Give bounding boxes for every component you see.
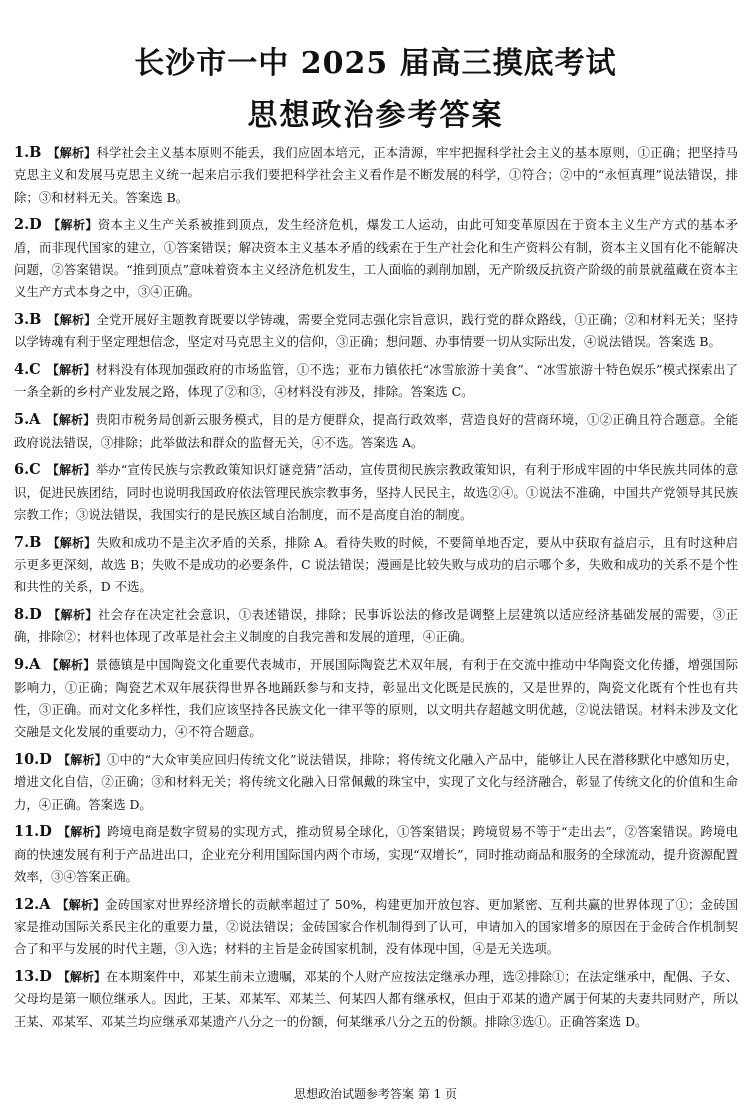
analysis-tag: 【解析】 [57, 970, 106, 985]
analysis-text: 景德镇是中国陶瓷文化重要代表城市，开展国际陶瓷艺术双年展，有利于在交流中推动中华陶瓷文化传播，增强国际影响力，①正确；陶瓷艺术双年展获得世界各地踊跃参与和支持，彰显出文化既是民族的，又是世界的，陶瓷文化既有个性也有共性，③正确。而对文化多样性，我们应该坚持各民族文化一律平等的原则，以文明共存超越文明优越，②说法错误。材料未涉及文化交融是文化发展的重要动力，④不符合题意。 [14, 657, 738, 740]
answer-letter: B [29, 311, 42, 329]
answer-item [14, 749, 738, 816]
answer-letter: B [29, 144, 42, 161]
analysis-text: 举办“宣传民族与宗教政策知识灯谜竞猜”活动，宣传贯彻民族宗教政策知识，有利于形成牢固的中华民族共同体的意识，促进民族团结，同时也说明我国政府依法管理民族宗教事务，坚持人民民主，故选②④。①说法不准确，中国共产党领导其民族宗教工作；③说法错误，我国实行的是民族区域自治制度，而不是高度自治的制度。 [14, 462, 738, 522]
answer-item [14, 532, 738, 599]
analysis-text: 材料没有体现加强政府的市场监管，①不选；亚布力镇依托“冰雪旅游十美食”、“冰雪旅游十特色娱乐”模式探索出了一条全新的乡村产业发展之路，体现了②和③，④材料没有涉及，排除。答案选 C。 [14, 362, 738, 400]
answer-item [14, 966, 738, 1033]
answer-item [14, 214, 738, 303]
analysis-text: 金砖国家对世界经济增长的贡献率超过了 50%，构建更加开放包容、更加紧密、互利共赢的世界体现了①；金砖国家是推动国际关系民主化的重要力量，②说法错误；金砖国家合作机制得到了认可，申请加入的国家增多的原因在于金砖合作机制契合了和平与发展的时代主题，③入选；材料的主旨是金砖国家机制，没有体现中国，④是无关选项。 [14, 896, 738, 957]
analysis-tag: 【解析】 [57, 825, 107, 840]
question-number: 10. [14, 750, 40, 768]
answer-item [14, 309, 738, 354]
answer-letter: C [29, 361, 41, 379]
analysis-text: 跨境电商是数字贸易的实现方式，推动贸易全球化，①答案错误；跨境贸易不等于“走出去”，②答案错误。跨境电商的快速发展有利于产品进出口，企业充分利用国际国内两个市场，实现“双增长”，同时推动商品和服务的全球流动，提升资源配置效率，③④答案正确。 [14, 824, 738, 884]
question-number: 4. [14, 361, 30, 379]
answer-list [14, 142, 738, 1038]
analysis-text: 资本主义生产关系被推到顶点，发生经济危机，爆发工人运动，由此可知变革原因在于资本主义生产方式的基本矛盾，而非现代国家的建立，①答案错误；解决资本主义基本矛盾的线索在于生产社会化和生产资料公有制，资本主义国有化不能解决问题，②答案错误。“推到顶点”意味着资本主义经济危机发生，工人面临的剥削加剧，无产阶级反抗资产阶级的前景就蕴藏在资本主义生产方式本身之中，③④正确。 [14, 217, 738, 300]
question-number: 9. [14, 656, 30, 674]
page-title: 长沙市一中 2025 届高三摸底考试 [134, 46, 617, 81]
answer-letter: D [29, 606, 42, 624]
analysis-text: 在本期案件中，邓某生前未立遗嘱，邓某的个人财产应按法定继承办理，选②排除①；在法定继承中，配偶、子女、父母均是第一顺位继承人。因此，王某、邓某军、邓某兰、何某四人都有继承权，但由于邓某的遗产属于何某的夫妻共同财产，所以王某、邓某军、邓某兰均应继承邓某遗产八分之一的份额，何某继承八分之五的份额。排除③选①。正确答案选 D。 [14, 969, 738, 1029]
question-number: 6. [14, 461, 30, 479]
answer-item [14, 459, 738, 526]
answer-item [14, 409, 738, 454]
analysis-tag: 【解析】 [47, 218, 98, 233]
analysis-tag: 【解析】 [46, 463, 96, 478]
answer-item [14, 359, 738, 404]
answer-letter: D [39, 750, 52, 768]
answer-letter: C [29, 461, 41, 479]
analysis-tag: 【解析】 [47, 535, 97, 550]
question-number: 1. [14, 144, 30, 161]
analysis-text: 贵阳市税务局创新云服务模式，目的是方便群众，提高行政效率，营造良好的营商环境，①②正确且符合题意。全能政府说法错误，③排除；此举做法和群众的监督无关，④不选。答案选 A。 [14, 412, 738, 450]
answer-letter: B [29, 533, 42, 551]
question-number: 11. [14, 823, 40, 841]
answer-letter: D [39, 823, 52, 841]
analysis-tag: 【解析】 [47, 313, 97, 328]
answer-letter: D [29, 216, 42, 234]
analysis-text: 科学社会主义基本原则不能丢，我们应固本培元，正本清源，牢牢把握科学社会主义的基本原则，①正确；把坚持马克思主义和发展马克思主义统一起来启示我们要把科学社会主义看作是不断发展的科学，①符合；②中的“永恒真理”说法错误，排除；③和材料无关。答案选 B。 [14, 145, 738, 205]
analysis-tag: 【解析】 [47, 146, 97, 160]
analysis-tag: 【解析】 [57, 752, 107, 767]
question-number: 5. [14, 411, 30, 429]
question-number: 8. [14, 606, 30, 624]
analysis-text: 全党开展好主题教育既要以学铸魂，需要全党同志强化宗旨意识，践行党的群众路线，①正确；②和材料无关；坚持以学铸魂有利于坚定理想信念，坚定对马克思主义的信仰，③正确；想问题、办事情要一切从实际出发，④说法错误。答案选 B。 [14, 312, 738, 350]
answer-item [14, 142, 738, 209]
page-subtitle: 思想政治参考答案 [247, 98, 504, 133]
analysis-tag: 【解析】 [46, 413, 96, 428]
analysis-tag: 【解析】 [47, 608, 98, 623]
question-number: 12. [14, 895, 40, 913]
analysis-tag: 【解析】 [46, 658, 96, 673]
analysis-text: 失败和成功不是主次矛盾的关系，排除 A。看待失败的时候，不要简单地否定，要从中获取有益启示，且有时这种启示更多更深刻，故选 B；失败不是成功的必要条件，C 说法错误；漫画是比较失败与成功的启示哪个多，失败和成功的关系不是个性和共性的关系，D 不选。 [14, 534, 738, 595]
answer-letter: A [39, 895, 51, 913]
answer-letter: A [29, 411, 41, 429]
answer-item [14, 821, 738, 888]
answer-letter: A [29, 656, 41, 674]
analysis-tag: 【解析】 [56, 897, 106, 912]
question-number: 2. [14, 216, 30, 234]
answer-letter: D [39, 968, 52, 986]
page-footer: 思想政治试题参考答案 第 1 页 [293, 1087, 458, 1101]
answer-item [14, 894, 738, 961]
answer-item [14, 654, 738, 743]
question-number: 13. [14, 968, 40, 986]
question-number: 3. [14, 311, 30, 329]
answer-item [14, 604, 738, 649]
analysis-text: 社会存在决定社会意识，①表述错误，排除；民事诉讼法的修改是调整上层建筑以适应经济基础发展的需要，③正确，排除②；材料也体现了改革是社会主义制度的自我完善和发展的道理，④正确。 [14, 607, 738, 645]
question-number: 7. [14, 533, 30, 551]
analysis-text: ①中的“大众审美应回归传统文化”说法错误，排除；将传统文化融入产品中，能够让人民在潜移默化中感知历史，增进文化自信，②正确；③和材料无关；将传统文化融入日常佩戴的珠宝中，实现了文化与经济融合，彰显了传统文化的价值和生命力，④正确。答案选 D。 [14, 751, 738, 812]
analysis-tag: 【解析】 [46, 363, 96, 378]
